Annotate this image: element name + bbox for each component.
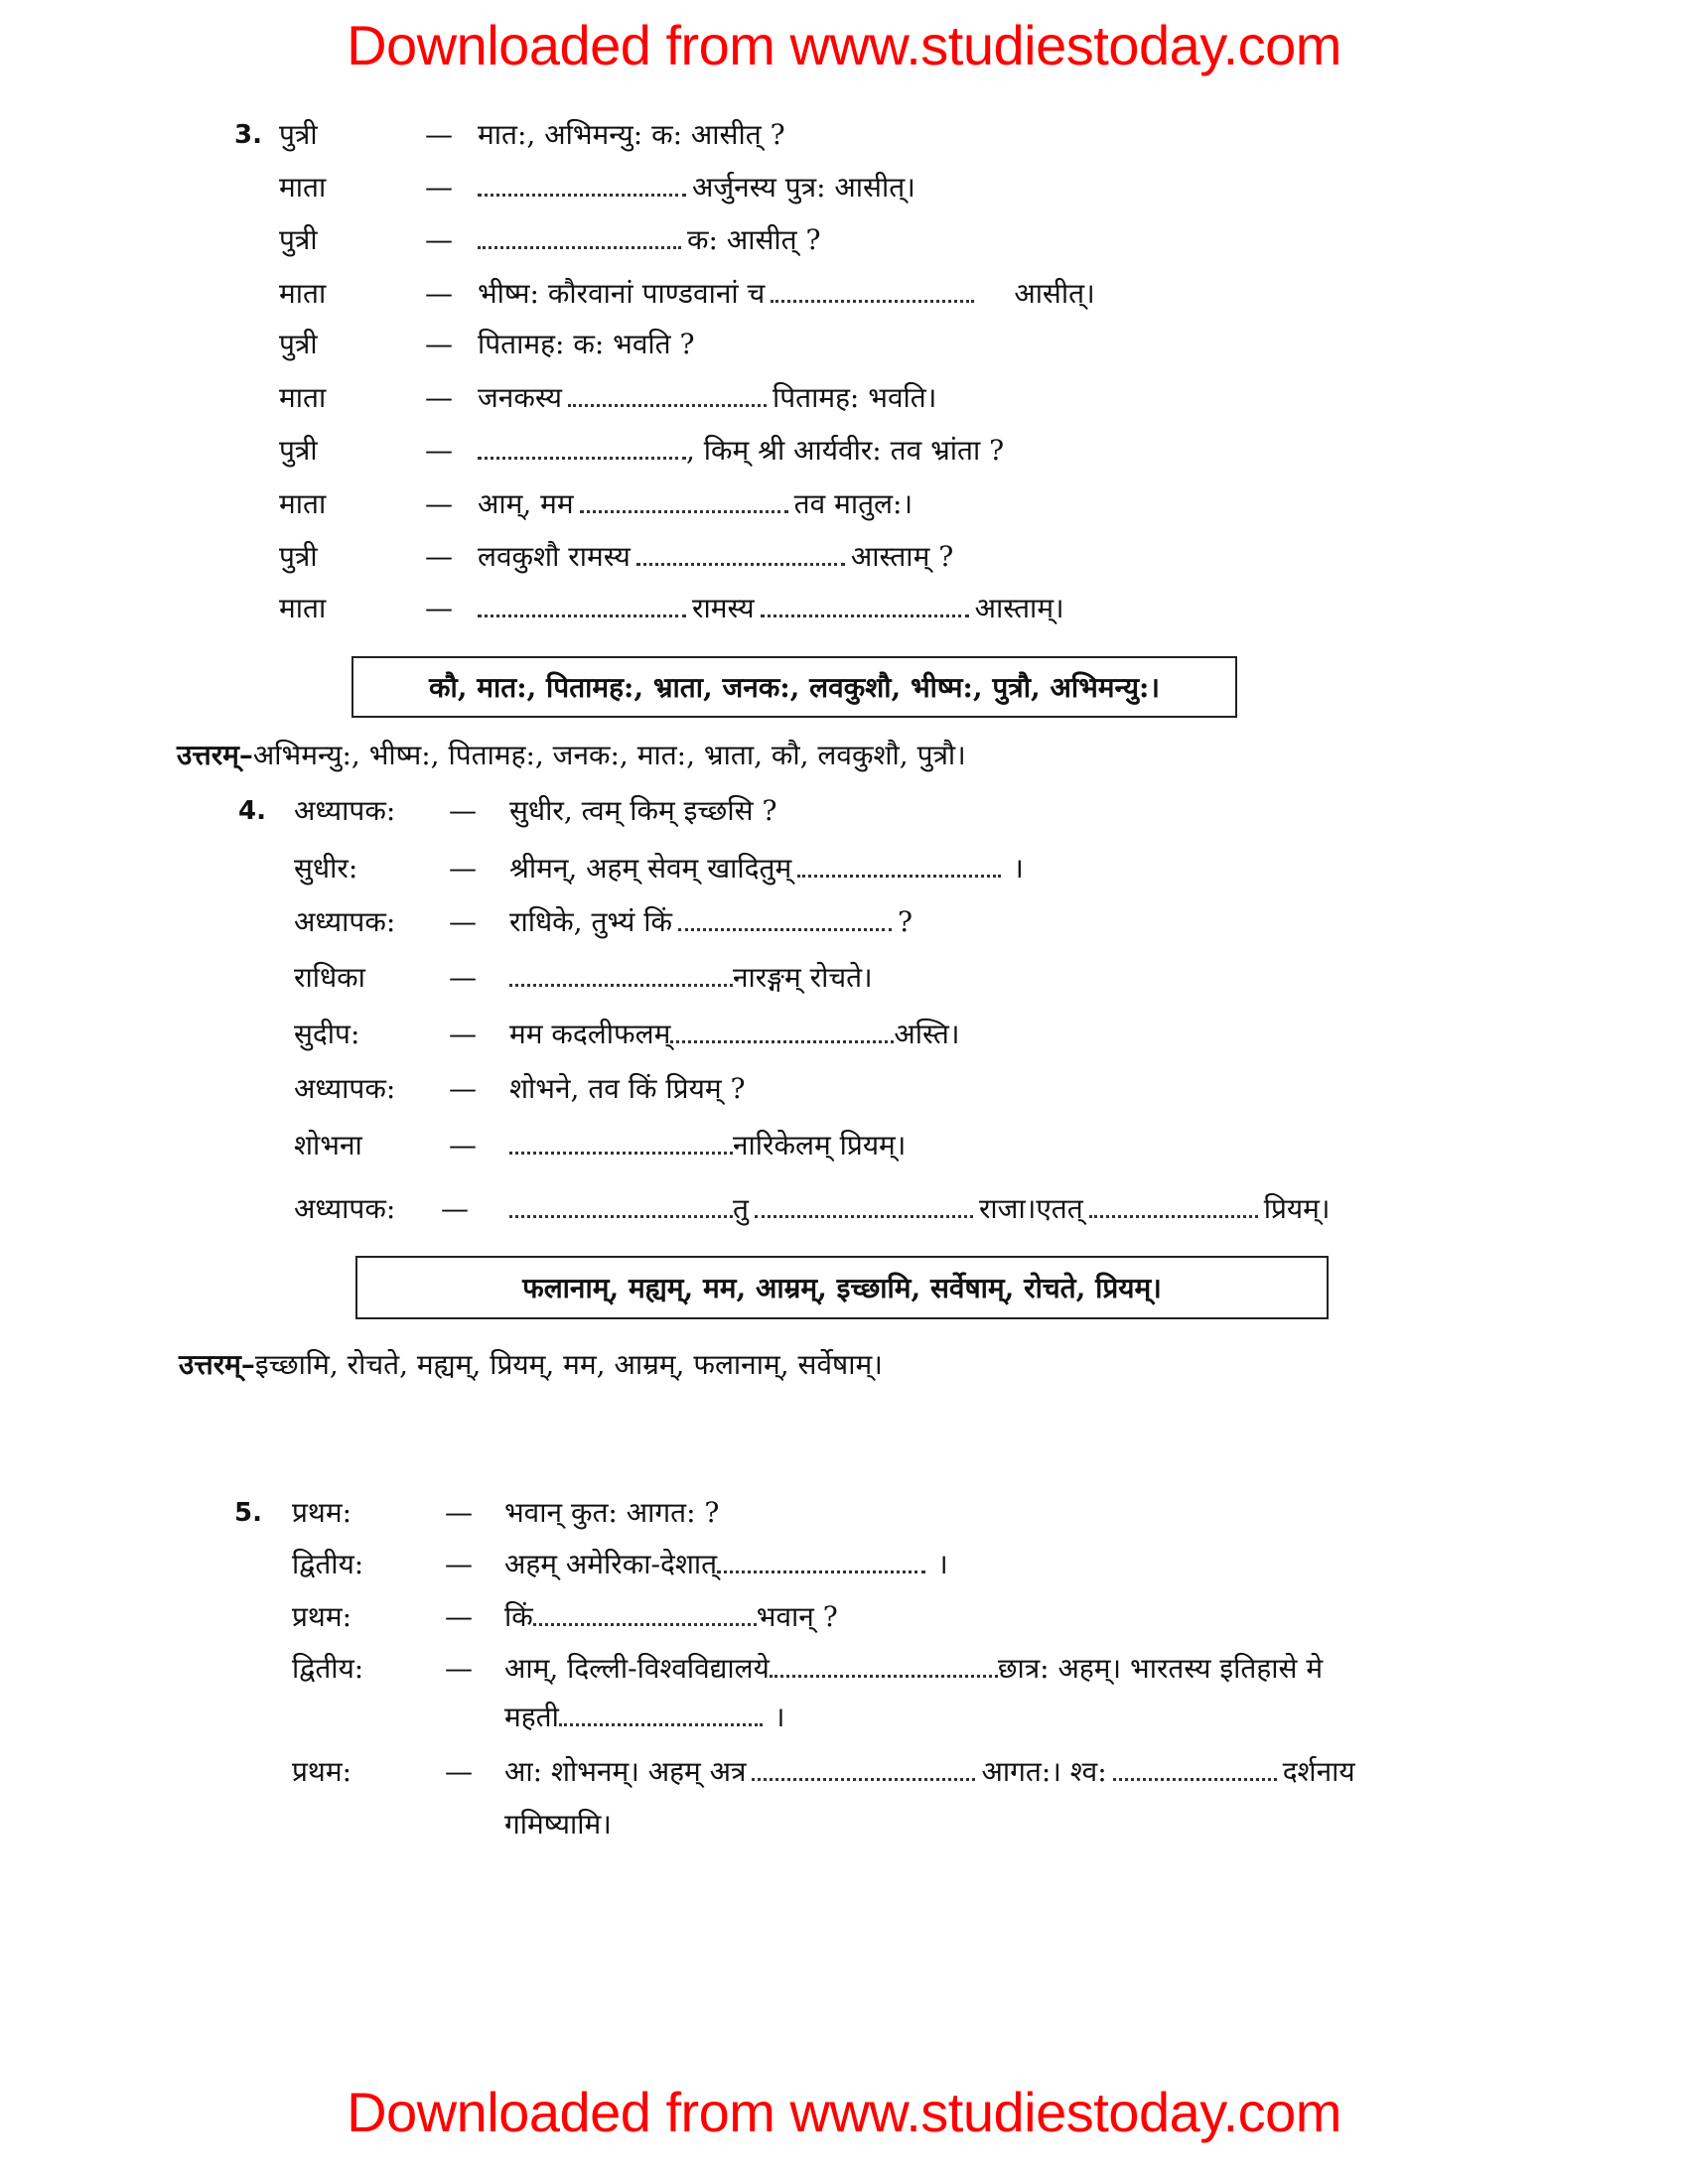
speaker: शोभना bbox=[294, 1129, 362, 1161]
line-text: आ: शोभनम्। अहम् अत्र आगत:। श्व: दर्शनाय bbox=[504, 1749, 1355, 1795]
line-text: भवान् कुत: आगत: ? bbox=[504, 1496, 720, 1529]
fill-blank[interactable] bbox=[770, 1649, 998, 1678]
fill-blank[interactable] bbox=[478, 220, 681, 249]
fill-blank[interactable] bbox=[636, 537, 845, 566]
speaker: सुधीर: bbox=[294, 852, 358, 885]
speaker: पुत्री bbox=[279, 223, 318, 256]
speaker: प्रथम: bbox=[292, 1755, 352, 1788]
dash: — bbox=[425, 277, 453, 310]
speaker: पुत्री bbox=[279, 540, 318, 573]
dash: — bbox=[445, 1548, 473, 1580]
line-text: जनकस्य पितामह: भवति। bbox=[478, 375, 936, 421]
answer-line bbox=[179, 1342, 883, 1388]
dash: — bbox=[425, 592, 453, 624]
fill-blank[interactable] bbox=[478, 431, 686, 460]
fill-blank[interactable] bbox=[533, 1597, 757, 1626]
line-text: तु राजा।एतत् प्रियम्। bbox=[509, 1186, 1331, 1232]
dash: — bbox=[449, 1072, 477, 1105]
speaker: माता bbox=[279, 487, 327, 520]
dialogue-line bbox=[0, 846, 1688, 891]
dialogue-line bbox=[0, 217, 1688, 263]
fill-blank[interactable] bbox=[1089, 1189, 1258, 1218]
answer-text: अभिमन्यु:, भीष्म:, पितामह:, जनक:, मात:, भ्राता, कौ, लवकुशौ, पुत्रौ। bbox=[252, 739, 966, 771]
line-text: नारिकेलम् प्रियम्। bbox=[509, 1123, 906, 1168]
line-text: शोभने, तव किं प्रियम् ? bbox=[509, 1072, 746, 1105]
dash: — bbox=[425, 328, 453, 360]
dash: — bbox=[425, 223, 453, 256]
fill-blank[interactable] bbox=[1113, 1752, 1277, 1781]
speaker: अध्यापक: bbox=[294, 794, 396, 827]
fill-blank[interactable] bbox=[509, 1126, 733, 1155]
fill-blank[interactable] bbox=[509, 958, 733, 987]
dash: — bbox=[449, 852, 477, 885]
line-text: अर्जुनस्य पुत्र: आसीत्। bbox=[478, 165, 915, 210]
line-text: आम्, मम तव मातुल:। bbox=[478, 481, 913, 527]
line-text: श्रीमन्, अहम् सेवम् खादितुम् । bbox=[509, 846, 1024, 891]
fill-blank[interactable] bbox=[771, 274, 974, 303]
dash: — bbox=[445, 1496, 473, 1529]
speaker: माता bbox=[279, 277, 327, 310]
dialogue-line bbox=[0, 534, 1688, 580]
dialogue-line bbox=[0, 1490, 1688, 1536]
fill-blank[interactable] bbox=[580, 484, 788, 513]
line-text: पितामह: क: भवति ? bbox=[478, 328, 695, 360]
line-text: क: आसीत् ? bbox=[478, 217, 821, 263]
answer-text: इच्छामि, रोचते, मह्यम्, प्रियम्, मम, आम्रम्, फलानाम्, सर्वेषाम्। bbox=[254, 1348, 883, 1381]
answer-label: उत्तरम्– bbox=[179, 1348, 255, 1381]
dash: — bbox=[425, 540, 453, 573]
dialogue-line bbox=[0, 481, 1688, 527]
line-text: राधिके, तुभ्यं किं ? bbox=[509, 899, 913, 945]
answer-label: उत्तरम्– bbox=[177, 739, 253, 771]
fill-blank[interactable] bbox=[478, 168, 686, 197]
speaker: द्वितीय: bbox=[292, 1652, 364, 1685]
watermark-top: Downloaded from www.studiestoday.com bbox=[347, 14, 1341, 76]
line-text: रामस्य आस्ताम्। bbox=[478, 586, 1064, 631]
speaker: माता bbox=[279, 171, 327, 204]
dialogue-line bbox=[0, 322, 1688, 367]
dialogue-line bbox=[0, 899, 1688, 945]
question-number: 5. bbox=[234, 1498, 262, 1528]
line-text: सुधीर, त्वम् किम् इच्छसि ? bbox=[509, 794, 777, 827]
dash: — bbox=[425, 118, 453, 151]
fill-blank[interactable] bbox=[797, 849, 1001, 878]
dash: — bbox=[445, 1652, 473, 1685]
dash: — bbox=[449, 794, 477, 827]
watermark-bottom: Downloaded from www.studiestoday.com bbox=[347, 2081, 1341, 2143]
speaker: माता bbox=[279, 381, 327, 414]
dash: — bbox=[449, 1018, 477, 1050]
dialogue-line bbox=[0, 271, 1688, 317]
fill-blank[interactable] bbox=[670, 1015, 894, 1043]
line-text: लवकुशौ रामस्य आस्ताम् ? bbox=[478, 534, 953, 580]
dash: — bbox=[445, 1755, 473, 1788]
speaker: द्वितीय: bbox=[292, 1548, 364, 1580]
line-text: किं भवान् ? bbox=[504, 1594, 838, 1640]
fill-blank[interactable] bbox=[678, 902, 892, 931]
dialogue-line bbox=[0, 955, 1688, 1001]
fill-blank[interactable] bbox=[509, 1189, 733, 1218]
line-text: मात:, अभिमन्यु: क: आसीत् ? bbox=[478, 118, 785, 151]
dialogue-line bbox=[0, 375, 1688, 421]
dash: — bbox=[425, 487, 453, 520]
answer-line bbox=[177, 733, 966, 778]
speaker: अध्यापक: bbox=[294, 1192, 396, 1225]
line-text: गमिष्यामि। bbox=[504, 1808, 612, 1841]
speaker: प्रथम: bbox=[292, 1496, 352, 1529]
dialogue-line bbox=[0, 1012, 1688, 1057]
dash: — bbox=[441, 1192, 469, 1225]
dialogue-line bbox=[0, 428, 1688, 474]
line-text: अहम् अमेरिका-देशात् । bbox=[504, 1542, 948, 1587]
dash: — bbox=[425, 171, 453, 204]
fill-blank[interactable] bbox=[755, 1189, 973, 1218]
fill-blank[interactable] bbox=[752, 1752, 975, 1781]
dialogue-line bbox=[0, 586, 1688, 631]
dash: — bbox=[449, 961, 477, 994]
line-text: महती । bbox=[504, 1695, 784, 1740]
word-bank: फलानाम्, मह्यम्, मम, आम्रम्, इच्छामि, सर्वेषाम्, रोचते, प्रियम्। bbox=[522, 1272, 1162, 1304]
word-bank-box bbox=[355, 1256, 1329, 1319]
speaker: राधिका bbox=[294, 961, 365, 994]
dialogue-line bbox=[0, 1749, 1688, 1795]
question-number: 4. bbox=[238, 796, 266, 826]
dialogue-line bbox=[0, 112, 1688, 158]
line-text: , किम् श्री आर्यवीर: तव भ्रांता ? bbox=[478, 428, 1004, 474]
speaker: माता bbox=[279, 592, 327, 624]
dialogue-line bbox=[0, 1646, 1688, 1692]
dash: — bbox=[449, 905, 477, 938]
speaker: पुत्री bbox=[279, 434, 318, 467]
speaker: पुत्री bbox=[279, 118, 318, 151]
fill-blank[interactable] bbox=[717, 1545, 925, 1573]
dash: — bbox=[425, 434, 453, 467]
fill-blank[interactable] bbox=[568, 378, 767, 407]
dialogue-line bbox=[0, 1594, 1688, 1640]
dash: — bbox=[425, 381, 453, 414]
word-bank: कौ, मात:, पितामह:, भ्राता, जनक:, लवकुशौ, भीष्म:, पुत्रौ, अभिमन्यु:। bbox=[429, 671, 1160, 704]
dash: — bbox=[445, 1600, 473, 1633]
fill-blank[interactable] bbox=[761, 589, 969, 617]
dialogue-line bbox=[0, 1704, 1688, 1749]
dialogue-line bbox=[0, 165, 1688, 210]
line-text: भीष्म: कौरवानां पाण्डवानां च आसीत्। bbox=[478, 271, 1095, 317]
speaker: अध्यापक: bbox=[294, 905, 396, 938]
speaker: सुदीप: bbox=[294, 1018, 360, 1050]
dialogue-line bbox=[0, 1066, 1688, 1112]
dash: — bbox=[449, 1129, 477, 1161]
line-text: नारङ्गम् रोचते। bbox=[509, 955, 873, 1001]
dialogue-line bbox=[0, 1123, 1688, 1168]
line-text: मम कदलीफलम् अस्ति। bbox=[509, 1012, 959, 1057]
speaker: पुत्री bbox=[279, 328, 318, 360]
speaker: अध्यापक: bbox=[294, 1072, 396, 1105]
line-text: आम्, दिल्ली-विश्वविद्यालये छात्र: अहम्। भारतस्य इतिहासे मे bbox=[504, 1646, 1323, 1692]
question-number: 3. bbox=[234, 120, 262, 150]
dialogue-line bbox=[0, 1186, 1688, 1232]
dialogue-line bbox=[0, 1542, 1688, 1587]
fill-blank[interactable] bbox=[478, 589, 686, 617]
speaker: प्रथम: bbox=[292, 1600, 352, 1633]
dialogue-line bbox=[0, 788, 1688, 834]
dialogue-line bbox=[0, 1802, 1688, 1847]
word-bank-box bbox=[352, 656, 1237, 718]
